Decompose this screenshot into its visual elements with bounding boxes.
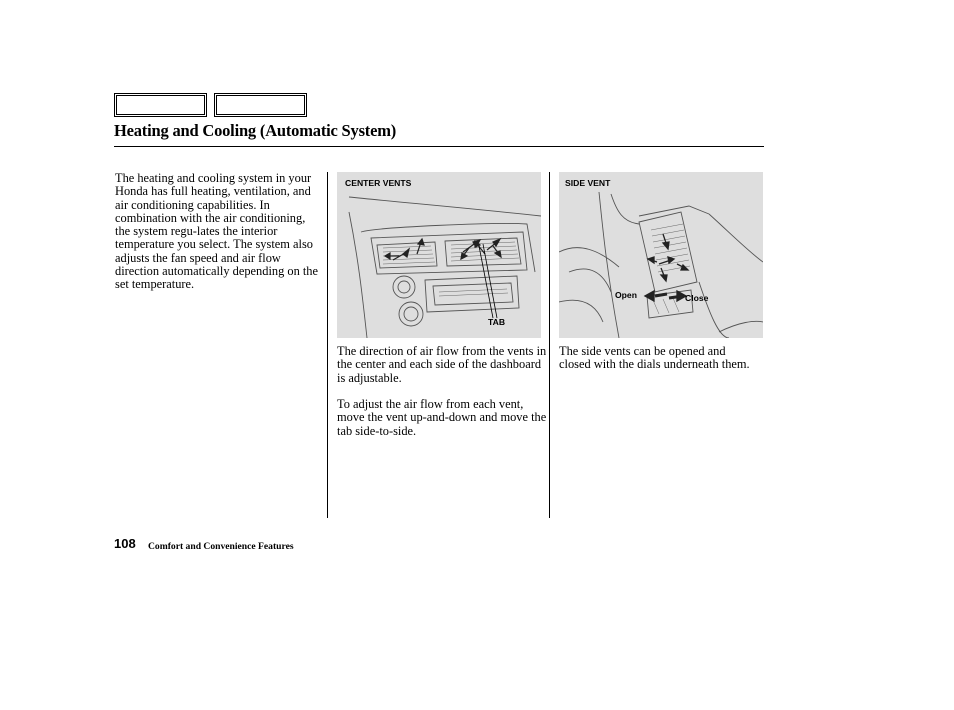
center-vents-paragraph-1: The direction of air flow from the vents in the center and each side of the dashboard is adjustable. (337, 344, 547, 385)
title-rule (114, 146, 764, 147)
center-vents-illustration (337, 172, 541, 338)
column-divider-2 (549, 172, 550, 518)
nav-tab-box-1[interactable] (114, 93, 207, 117)
center-vents-caption: CENTER VENTS (345, 178, 412, 188)
intro-paragraph: The heating and cooling system in your Honda has full heating, ventilation, and air conditioning capabilities. In combination with the air conditioning, the system regu-lates the interior temperature you select. The system also adjusts the fan speed and air flow direction automatically depending on the set temperature. (115, 171, 319, 292)
column-divider-1 (327, 172, 328, 518)
page-number: 108 (114, 536, 136, 551)
side-vent-illustration (559, 172, 763, 338)
center-vents-figure (337, 172, 541, 338)
close-label: Close (685, 293, 709, 303)
center-vents-paragraph-2: To adjust the air flow from each vent, move the vent up-and-down and move the tab side-to-side. (337, 397, 547, 438)
page-title: Heating and Cooling (Automatic System) (114, 121, 397, 140)
side-vent-paragraph: The side vents can be opened and closed with the dials underneath them. (559, 344, 750, 372)
tab-label: TAB (488, 317, 506, 327)
side-vent-caption: SIDE VENT (565, 178, 611, 188)
open-label: Open (615, 290, 637, 300)
nav-tab-box-2[interactable] (214, 93, 307, 117)
side-vent-figure (559, 172, 763, 338)
section-name: Comfort and Convenience Features (148, 541, 294, 552)
